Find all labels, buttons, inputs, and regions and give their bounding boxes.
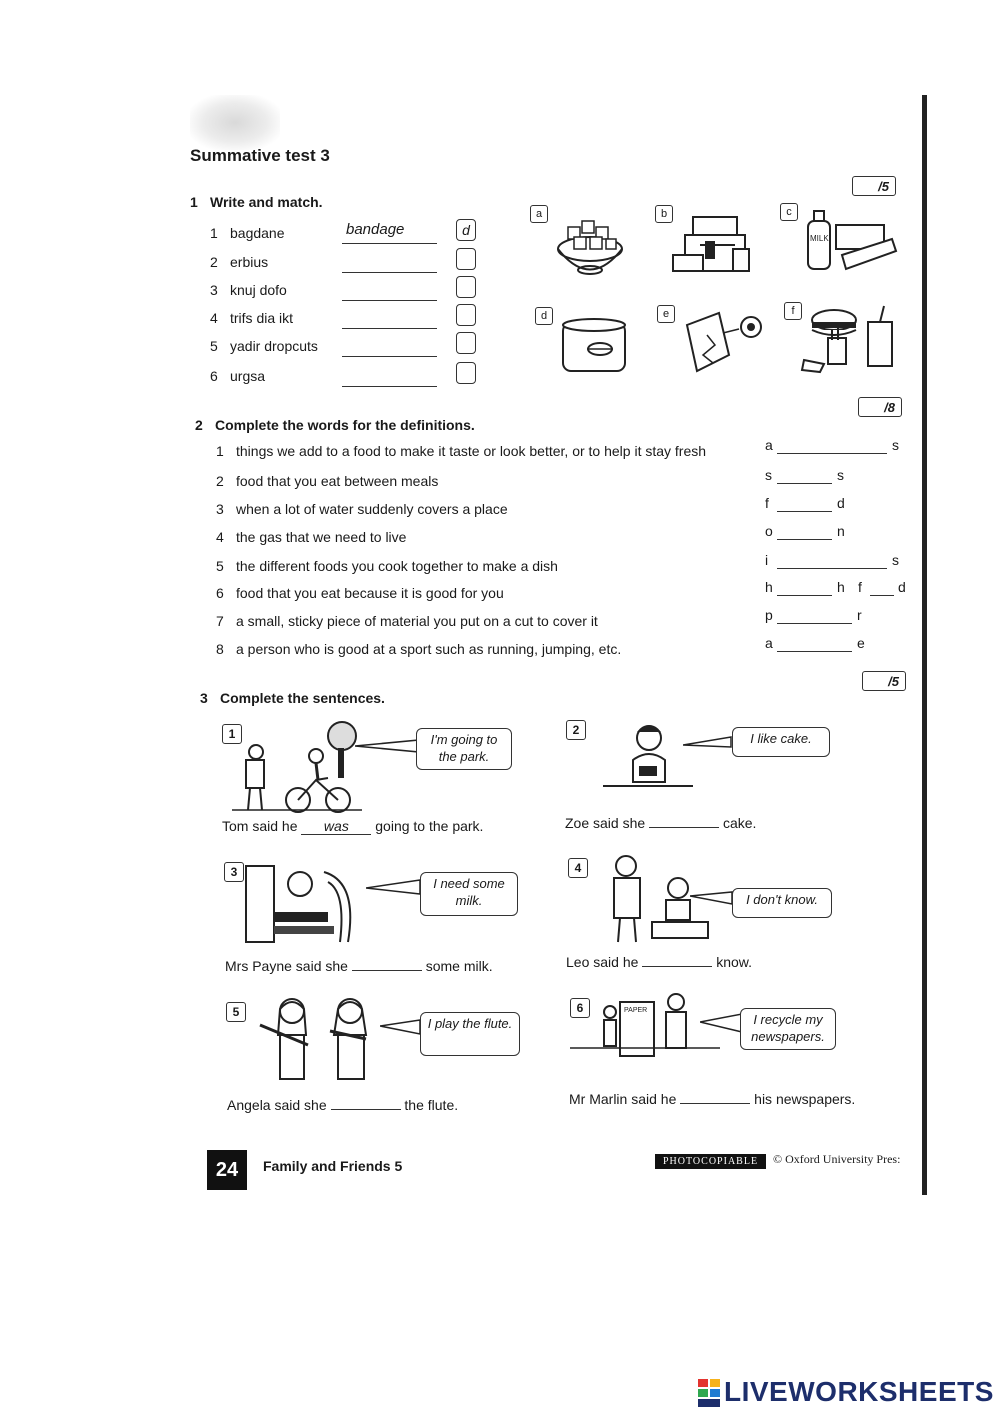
scrambled-word: urgsa bbox=[230, 368, 266, 384]
letter-answer-box[interactable] bbox=[456, 248, 476, 270]
section2-score: /8 bbox=[858, 397, 902, 417]
match-item bbox=[210, 225, 285, 241]
answer-word[interactable]: bandage bbox=[346, 221, 405, 238]
girl-cake-illustration bbox=[603, 720, 693, 795]
definition-item bbox=[216, 529, 406, 545]
letter-answer-box[interactable] bbox=[456, 332, 476, 354]
item-number: 4 bbox=[216, 529, 224, 545]
reported-sentence bbox=[565, 815, 756, 831]
definition-item bbox=[216, 501, 508, 517]
match-item bbox=[210, 310, 293, 326]
word-end-letter: s bbox=[837, 467, 844, 483]
reported-sentence bbox=[222, 818, 483, 835]
definition-item bbox=[216, 443, 706, 459]
picture-tag: f bbox=[784, 302, 802, 320]
definition-text: things we add to a food to make it taste or look better, or to help it stay fresh bbox=[236, 443, 707, 459]
section2-heading-text: Complete the words for the definitions. bbox=[215, 417, 475, 433]
word-end-letter: h bbox=[837, 579, 845, 595]
milk-label: MILK bbox=[810, 234, 829, 243]
sentence-start: Mr Marlin said he bbox=[569, 1091, 677, 1107]
letter-answer-box[interactable] bbox=[456, 304, 476, 326]
item-number: 3 bbox=[210, 282, 218, 298]
sentence-end: the flute. bbox=[404, 1097, 459, 1113]
reported-sentence bbox=[225, 958, 493, 974]
sentence-gap[interactable] bbox=[649, 827, 719, 828]
word-end-letter: e bbox=[857, 635, 865, 651]
word-end-letter: r bbox=[857, 607, 862, 623]
speech-bubble: I need some milk. bbox=[420, 872, 518, 916]
publisher-credit: © Oxford University Pres: bbox=[773, 1152, 901, 1166]
page-number: 24 bbox=[207, 1150, 247, 1190]
speech-bubble: I like cake. bbox=[732, 727, 830, 757]
recycling-man-illustration bbox=[570, 990, 720, 1065]
picture-a bbox=[530, 205, 640, 280]
scrambled-word: erbius bbox=[230, 254, 269, 270]
page-title: Summative test 3 bbox=[190, 146, 330, 165]
sentence-end: going to the park. bbox=[375, 818, 484, 834]
picture-number-tag: 5 bbox=[226, 1002, 246, 1022]
sentence-gap[interactable]: was bbox=[301, 818, 371, 835]
sentence-gap[interactable] bbox=[331, 1109, 401, 1110]
answer-line[interactable] bbox=[342, 299, 437, 301]
sentence-start: Tom said he bbox=[222, 818, 298, 834]
sentence-end: know. bbox=[716, 954, 752, 970]
definition-text: a small, sticky piece of material you put on a cut to cover it bbox=[236, 613, 598, 629]
speech-bubble: I play the flute. bbox=[420, 1012, 520, 1056]
section1-heading bbox=[190, 194, 323, 210]
speech-bubble: I'm going to the park. bbox=[416, 728, 512, 770]
item-number: 2 bbox=[216, 473, 224, 489]
scrambled-word: yadir dropcuts bbox=[230, 338, 318, 354]
definition-item bbox=[216, 558, 558, 574]
section3-number: 3 bbox=[200, 690, 208, 706]
item-number: 6 bbox=[216, 585, 224, 601]
picture-number-tag: 2 bbox=[566, 720, 586, 740]
answer-line[interactable] bbox=[342, 385, 437, 387]
scan-smudge bbox=[190, 95, 280, 150]
definition-text: the gas that we need to live bbox=[236, 529, 407, 545]
word-start-letter: h bbox=[765, 579, 773, 595]
definition-text: the different foods you cook together to make a dish bbox=[236, 558, 558, 574]
scrambled-word: bagdane bbox=[230, 225, 285, 241]
picture-number-tag: 6 bbox=[570, 998, 590, 1018]
sentence-gap[interactable] bbox=[680, 1103, 750, 1104]
picture-tag: e bbox=[657, 305, 675, 323]
park-scene-illustration bbox=[232, 720, 362, 815]
sentence-gap[interactable] bbox=[352, 970, 422, 971]
junk-food-icon bbox=[784, 300, 914, 380]
speech-tail bbox=[690, 890, 734, 906]
section3-score: /5 bbox=[862, 671, 906, 691]
sentence-start: Angela said she bbox=[227, 1097, 327, 1113]
book-title: Family and Friends 5 bbox=[263, 1158, 403, 1174]
speech-tail bbox=[366, 878, 422, 898]
picture-tag: c bbox=[780, 203, 798, 221]
item-number: 7 bbox=[216, 613, 224, 629]
word-end-letter: d bbox=[837, 495, 845, 511]
definition-item bbox=[216, 641, 621, 657]
word-answer-line[interactable] bbox=[777, 510, 832, 512]
word-end-letter: n bbox=[837, 523, 845, 539]
word-answer-line[interactable] bbox=[777, 650, 852, 652]
speech-bubble: I don't know. bbox=[732, 888, 832, 918]
section2-heading bbox=[195, 417, 475, 433]
section3-heading-text: Complete the sentences. bbox=[220, 690, 385, 706]
letter-answer-box[interactable] bbox=[456, 362, 476, 384]
picture-tag: b bbox=[655, 205, 673, 223]
picture-tag: a bbox=[530, 205, 548, 223]
liveworksheets-wordmark[interactable]: LIVEWORKSHEETS bbox=[724, 1376, 994, 1407]
sentence-start: Mrs Payne said she bbox=[225, 958, 348, 974]
letter-answer-box[interactable] bbox=[456, 276, 476, 298]
picture-d bbox=[535, 305, 635, 380]
speech-tail bbox=[355, 738, 420, 758]
sentence-end: cake. bbox=[722, 815, 757, 831]
item-number: 1 bbox=[210, 225, 218, 241]
match-item bbox=[210, 338, 318, 354]
match-item bbox=[210, 282, 287, 298]
paper-bin-label: PAPER bbox=[624, 1007, 648, 1014]
answer-line[interactable] bbox=[342, 242, 437, 244]
milk-butter-cheese-icon bbox=[780, 203, 905, 278]
section1-number: 1 bbox=[190, 194, 198, 210]
word-answer-line[interactable] bbox=[777, 622, 852, 624]
picture-tag: d bbox=[535, 307, 553, 325]
item-number: 5 bbox=[210, 338, 218, 354]
speech-tail bbox=[700, 1012, 744, 1036]
sentence-end: his newspapers. bbox=[754, 1091, 856, 1107]
picture-b bbox=[655, 205, 775, 280]
definition-text: when a lot of water suddenly covers a place bbox=[236, 501, 508, 517]
section2-number: 2 bbox=[195, 417, 203, 433]
photocopiable-label: PHOTOCOPIABLE bbox=[655, 1154, 766, 1169]
reported-sentence bbox=[227, 1097, 458, 1113]
word2-answer-line[interactable] bbox=[870, 594, 894, 596]
word-answer-line[interactable] bbox=[777, 482, 832, 484]
letter-answer-box[interactable]: d bbox=[456, 219, 476, 241]
word-answer-line[interactable] bbox=[777, 594, 832, 596]
word-start-letter: s bbox=[765, 467, 772, 483]
item-number: 2 bbox=[210, 254, 218, 270]
picture-c bbox=[780, 203, 905, 278]
word2-end-letter: d bbox=[898, 579, 906, 595]
section1-score: /5 bbox=[852, 176, 896, 196]
speech-tail bbox=[380, 1018, 422, 1038]
word-start-letter: p bbox=[765, 607, 773, 623]
definition-text: food that you eat because it is good for you bbox=[236, 585, 504, 601]
word-answer-line[interactable] bbox=[777, 567, 887, 569]
sentence-gap[interactable] bbox=[642, 966, 712, 967]
scrambled-word: knuj dofo bbox=[230, 282, 287, 298]
definition-text: a person who is good at a sport such as running, jumping, etc. bbox=[236, 641, 622, 657]
picture-number-tag: 3 bbox=[224, 862, 244, 882]
definition-item bbox=[216, 473, 438, 489]
reported-sentence bbox=[566, 954, 752, 970]
first-aid-kit-icon bbox=[655, 205, 775, 280]
definition-item bbox=[216, 613, 598, 629]
sentence-end: some milk. bbox=[425, 958, 493, 974]
word-answer-line[interactable] bbox=[777, 538, 832, 540]
liveworksheets-logo-icon bbox=[698, 1377, 722, 1409]
item-number: 4 bbox=[210, 310, 218, 326]
picture-f bbox=[784, 300, 914, 380]
definition-item bbox=[216, 585, 504, 601]
picture-number-tag: 4 bbox=[568, 858, 588, 878]
answer-line[interactable] bbox=[342, 327, 437, 329]
match-item bbox=[210, 368, 265, 384]
item-number: 6 bbox=[210, 368, 218, 384]
item-number: 8 bbox=[216, 641, 224, 657]
reported-sentence bbox=[569, 1091, 855, 1107]
word2-start-letter: f bbox=[858, 579, 862, 595]
sentence-start: Leo said he bbox=[566, 954, 639, 970]
word-start-letter: a bbox=[765, 635, 773, 651]
sentence-start: Zoe said she bbox=[565, 815, 646, 831]
section3-heading bbox=[200, 690, 385, 706]
answer-line[interactable] bbox=[342, 271, 437, 273]
word-end-letter: s bbox=[892, 552, 899, 568]
section1-heading-text: Write and match. bbox=[210, 194, 323, 210]
word-start-letter: i bbox=[765, 552, 769, 568]
word-start-letter: o bbox=[765, 523, 773, 539]
item-number: 3 bbox=[216, 501, 224, 517]
definition-text: food that you eat between meals bbox=[236, 473, 439, 489]
speech-tail bbox=[683, 735, 733, 749]
page-edge-line bbox=[922, 95, 927, 1195]
item-number: 1 bbox=[216, 443, 224, 459]
picture-number-tag: 1 bbox=[222, 724, 242, 744]
match-item bbox=[210, 254, 268, 270]
scrambled-word: trifs dia ikt bbox=[230, 310, 294, 326]
answer-line[interactable] bbox=[342, 355, 437, 357]
picture-e bbox=[657, 305, 767, 380]
fridge-woman-illustration bbox=[228, 862, 368, 947]
word-start-letter: a bbox=[765, 437, 773, 453]
girls-music-illustration bbox=[250, 995, 390, 1085]
word-answer-line[interactable] bbox=[777, 452, 887, 454]
item-number: 5 bbox=[216, 558, 224, 574]
word-end-letter: s bbox=[892, 437, 899, 453]
word-start-letter: f bbox=[765, 495, 769, 511]
speech-bubble: I recycle my newspapers. bbox=[740, 1008, 836, 1050]
